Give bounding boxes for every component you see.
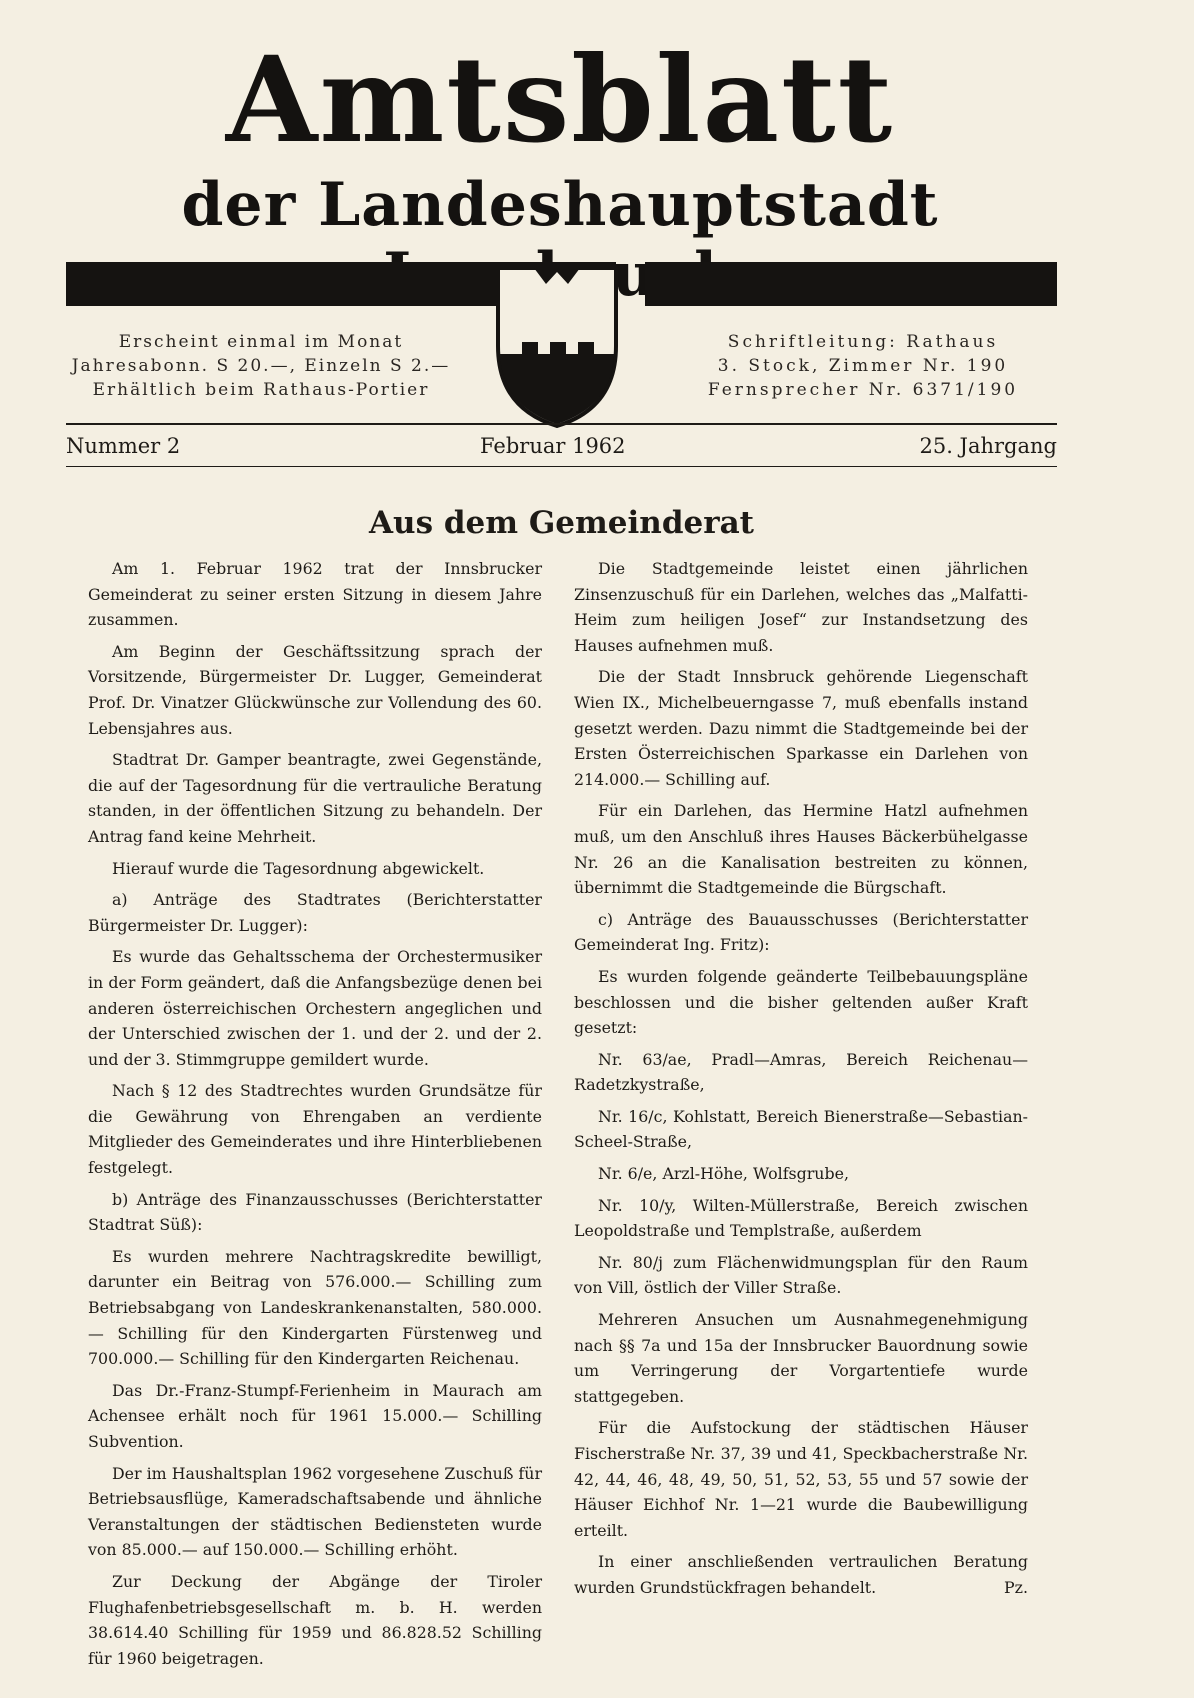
- paragraph: Der im Haushaltsplan 1962 vorgesehene Zuschuß für Betriebsausflüge, Kameradschaftsabende und ähnliche Veranstaltungen der städtischen Bediensteten wurde von 85.000.— auf 150.000.— Schilling erhöht.: [88, 1463, 542, 1560]
- masthead-subtitle: der Landeshauptstadt: [181, 170, 939, 240]
- publication-info-right: [668, 330, 1058, 402]
- article-headline: Aus dem Gemeinderat: [368, 505, 754, 541]
- info-phone: Fernsprecher Nr. 6371/190: [707, 380, 1019, 400]
- issue-volume: 25. Jahrgang: [919, 434, 1057, 458]
- paragraph: Für ein Darlehen, das Hermine Hatzl aufnehmen muß, um den Anschluß ihres Hauses Bäckerbühelgasse Nr. 26 an die Kanalisation bestreiten zu können, übernimmt die Stadtgemeinde die Bürgschaft.: [574, 801, 1028, 898]
- city-crest-icon: [492, 258, 622, 428]
- paragraph: Stadtrat Dr. Gamper beantragte, zwei Gegenstände, die auf der Tagesordnung für die vertrauliche Beratung standen, in der öffentlichen Sitzung zu behandeln. Der Antrag fand keine Mehrheit.: [88, 750, 542, 846]
- masthead-title: Amtsblatt: [225, 30, 895, 169]
- paragraph: Nr. 80/j zum Flächenwidmungsplan für den Raum von Vill, östlich der Viller Straße.: [574, 1252, 1028, 1298]
- paragraph: Am 1. Februar 1962 trat der Innsbrucker Gemeinderat zu seiner ersten Sitzung in diesem Jahre zusammen.: [88, 559, 542, 630]
- plan-item: Nr. 63/ae, Pradl—Amras, Bereich Reichenau—Radetzkystraße,: [574, 1049, 1028, 1095]
- masthead-bar-left: [66, 262, 559, 306]
- paragraph: Es wurden mehrere Nachtragskredite bewilligt, darunter ein Beitrag von 576.000.— Schilling zum Betriebsabgang von Landeskrankenanstalten, 580.000.— Schilling für den Kindergarten Fürstenweg und 700.000.— Schilling für den Kindergarten Reichenau.: [88, 1246, 542, 1369]
- paragraph: Hierauf wurde die Tagesordnung abgewickelt.: [112, 858, 485, 878]
- info-editorial-office: Schriftleitung: Rathaus: [727, 332, 999, 352]
- paragraph: Das Dr.-Franz-Stumpf-Ferienheim in Maurach am Achensee erhält noch für 1961 15.000.— Schilling Subvention.: [88, 1380, 542, 1451]
- paragraph: Für die Aufstockung der städtischen Häuser Fischerstraße Nr. 37, 39 und 41, Speckbacherstraße Nr. 42, 44, 46, 48, 49, 50, 51, 52, 53, 55 und 57 sowie der Häuser Eichhof Nr. 1—21 wurde die Baubewilligung erteilt.: [574, 1418, 1028, 1540]
- paragraph: a) Anträge des Stadtrates (Berichterstatter Bürgermeister Dr. Lugger):: [88, 890, 542, 935]
- issue-date: Februar 1962: [480, 434, 626, 458]
- divider-top: [66, 423, 1057, 425]
- publication-info-left: [66, 330, 456, 402]
- paragraph: b) Anträge des Finanzausschusses (Berichterstatter Stadtrat Süß):: [88, 1189, 542, 1235]
- paragraph: Es wurden folgende geänderte Teilbebauungspläne beschlossen und die bisher geltenden außer Kraft gesetzt:: [574, 966, 1028, 1038]
- info-room: 3. Stock, Zimmer Nr. 190: [717, 356, 1009, 376]
- paragraph: c) Anträge des Bauausschusses (Berichterstatter Gemeinderat Ing. Fritz):: [574, 909, 1028, 955]
- info-availability: Erhältlich beim Rathaus-Portier: [92, 380, 430, 400]
- paragraph: Zur Deckung der Abgänge der Tiroler Flughafenbetriebsgesellschaft m. b. H. werden 38.614.40 Schilling für 1959 und 86.828.52 Schilling für 1960 beigetragen.: [88, 1571, 542, 1668]
- paragraph: Die Stadtgemeinde leistet einen jährlichen Zinsenzuschuß für ein Darlehen, welches das „Malfatti-Heim zum heiligen Josef“ zur Instandsetzung des Hauses aufnehmen muß.: [574, 559, 1028, 655]
- paragraph: Die der Stadt Innsbruck gehörende Liegenschaft Wien IX., Michelbeuerngasse 7, muß ebenfalls instand gesetzt werden. Dazu nimmt die Stadtgemeinde bei der Ersten Österreichischen Sparkasse ein Darlehen von 214.000.— Schilling auf.: [574, 667, 1028, 789]
- paragraph: Mehreren Ansuchen um Ausnahmegenehmigung nach §§ 7a und 15a der Innsbrucker Bauordnung sowie um Verringerung der Vorgartentiefe wurde stattgegeben.: [574, 1310, 1028, 1406]
- plan-item: Nr. 6/e, Arzl-Höhe, Wolfsgrube,: [598, 1164, 849, 1184]
- plan-item: Nr. 16/c, Kohlstatt, Bereich Bienerstraße—Sebastian-Scheel-Straße,: [574, 1106, 1028, 1152]
- divider-bottom: [66, 466, 1057, 467]
- info-price: Jahresabonn. S 20.—, Einzeln S 2.—: [71, 356, 451, 376]
- closing-text: In einer anschließenden vertraulichen Beratung wurden Grundstückfragen behandelt.: [574, 1552, 1028, 1597]
- paragraph: Am Beginn der Geschäftssitzung sprach der Vorsitzende, Bürgermeister Dr. Lugger, Gemeinderat Prof. Dr. Vinatzer Glückwünsche zur Vollendung des 60. Lebensjahres aus.: [88, 641, 542, 738]
- info-frequency: Erscheint einmal im Monat: [118, 332, 404, 352]
- paragraph: Es wurde das Gehaltsschema der Orchestermusiker in der Form geändert, daß die Anfangsbezüge denen bei anderen österreichischen Orchestern angeglichen und der Unterschied zwischen der 1. und der 2. und der 2. und der 3. Stimmgruppe gemildert wurde.: [88, 947, 542, 1069]
- author-signature: Pz.: [1004, 1577, 1028, 1597]
- masthead-bar-right: [645, 262, 1057, 306]
- article-column-left: [88, 556, 542, 1677]
- paragraph-last: [574, 1549, 1028, 1600]
- plan-item: Nr. 10/y, Wilten-Müllerstraße, Bereich zwischen Leopoldstraße und Templstraße, außerdem: [574, 1195, 1028, 1241]
- paragraph: Nach § 12 des Stadtrechtes wurden Grundsätze für die Gewährung von Ehrengaben an verdiente Mitglieder des Gemeinderates und ihre Hinterbliebenen festgelegt.: [88, 1081, 542, 1178]
- article-column-right: [574, 556, 1028, 1607]
- issue-number: Nummer 2: [66, 434, 181, 458]
